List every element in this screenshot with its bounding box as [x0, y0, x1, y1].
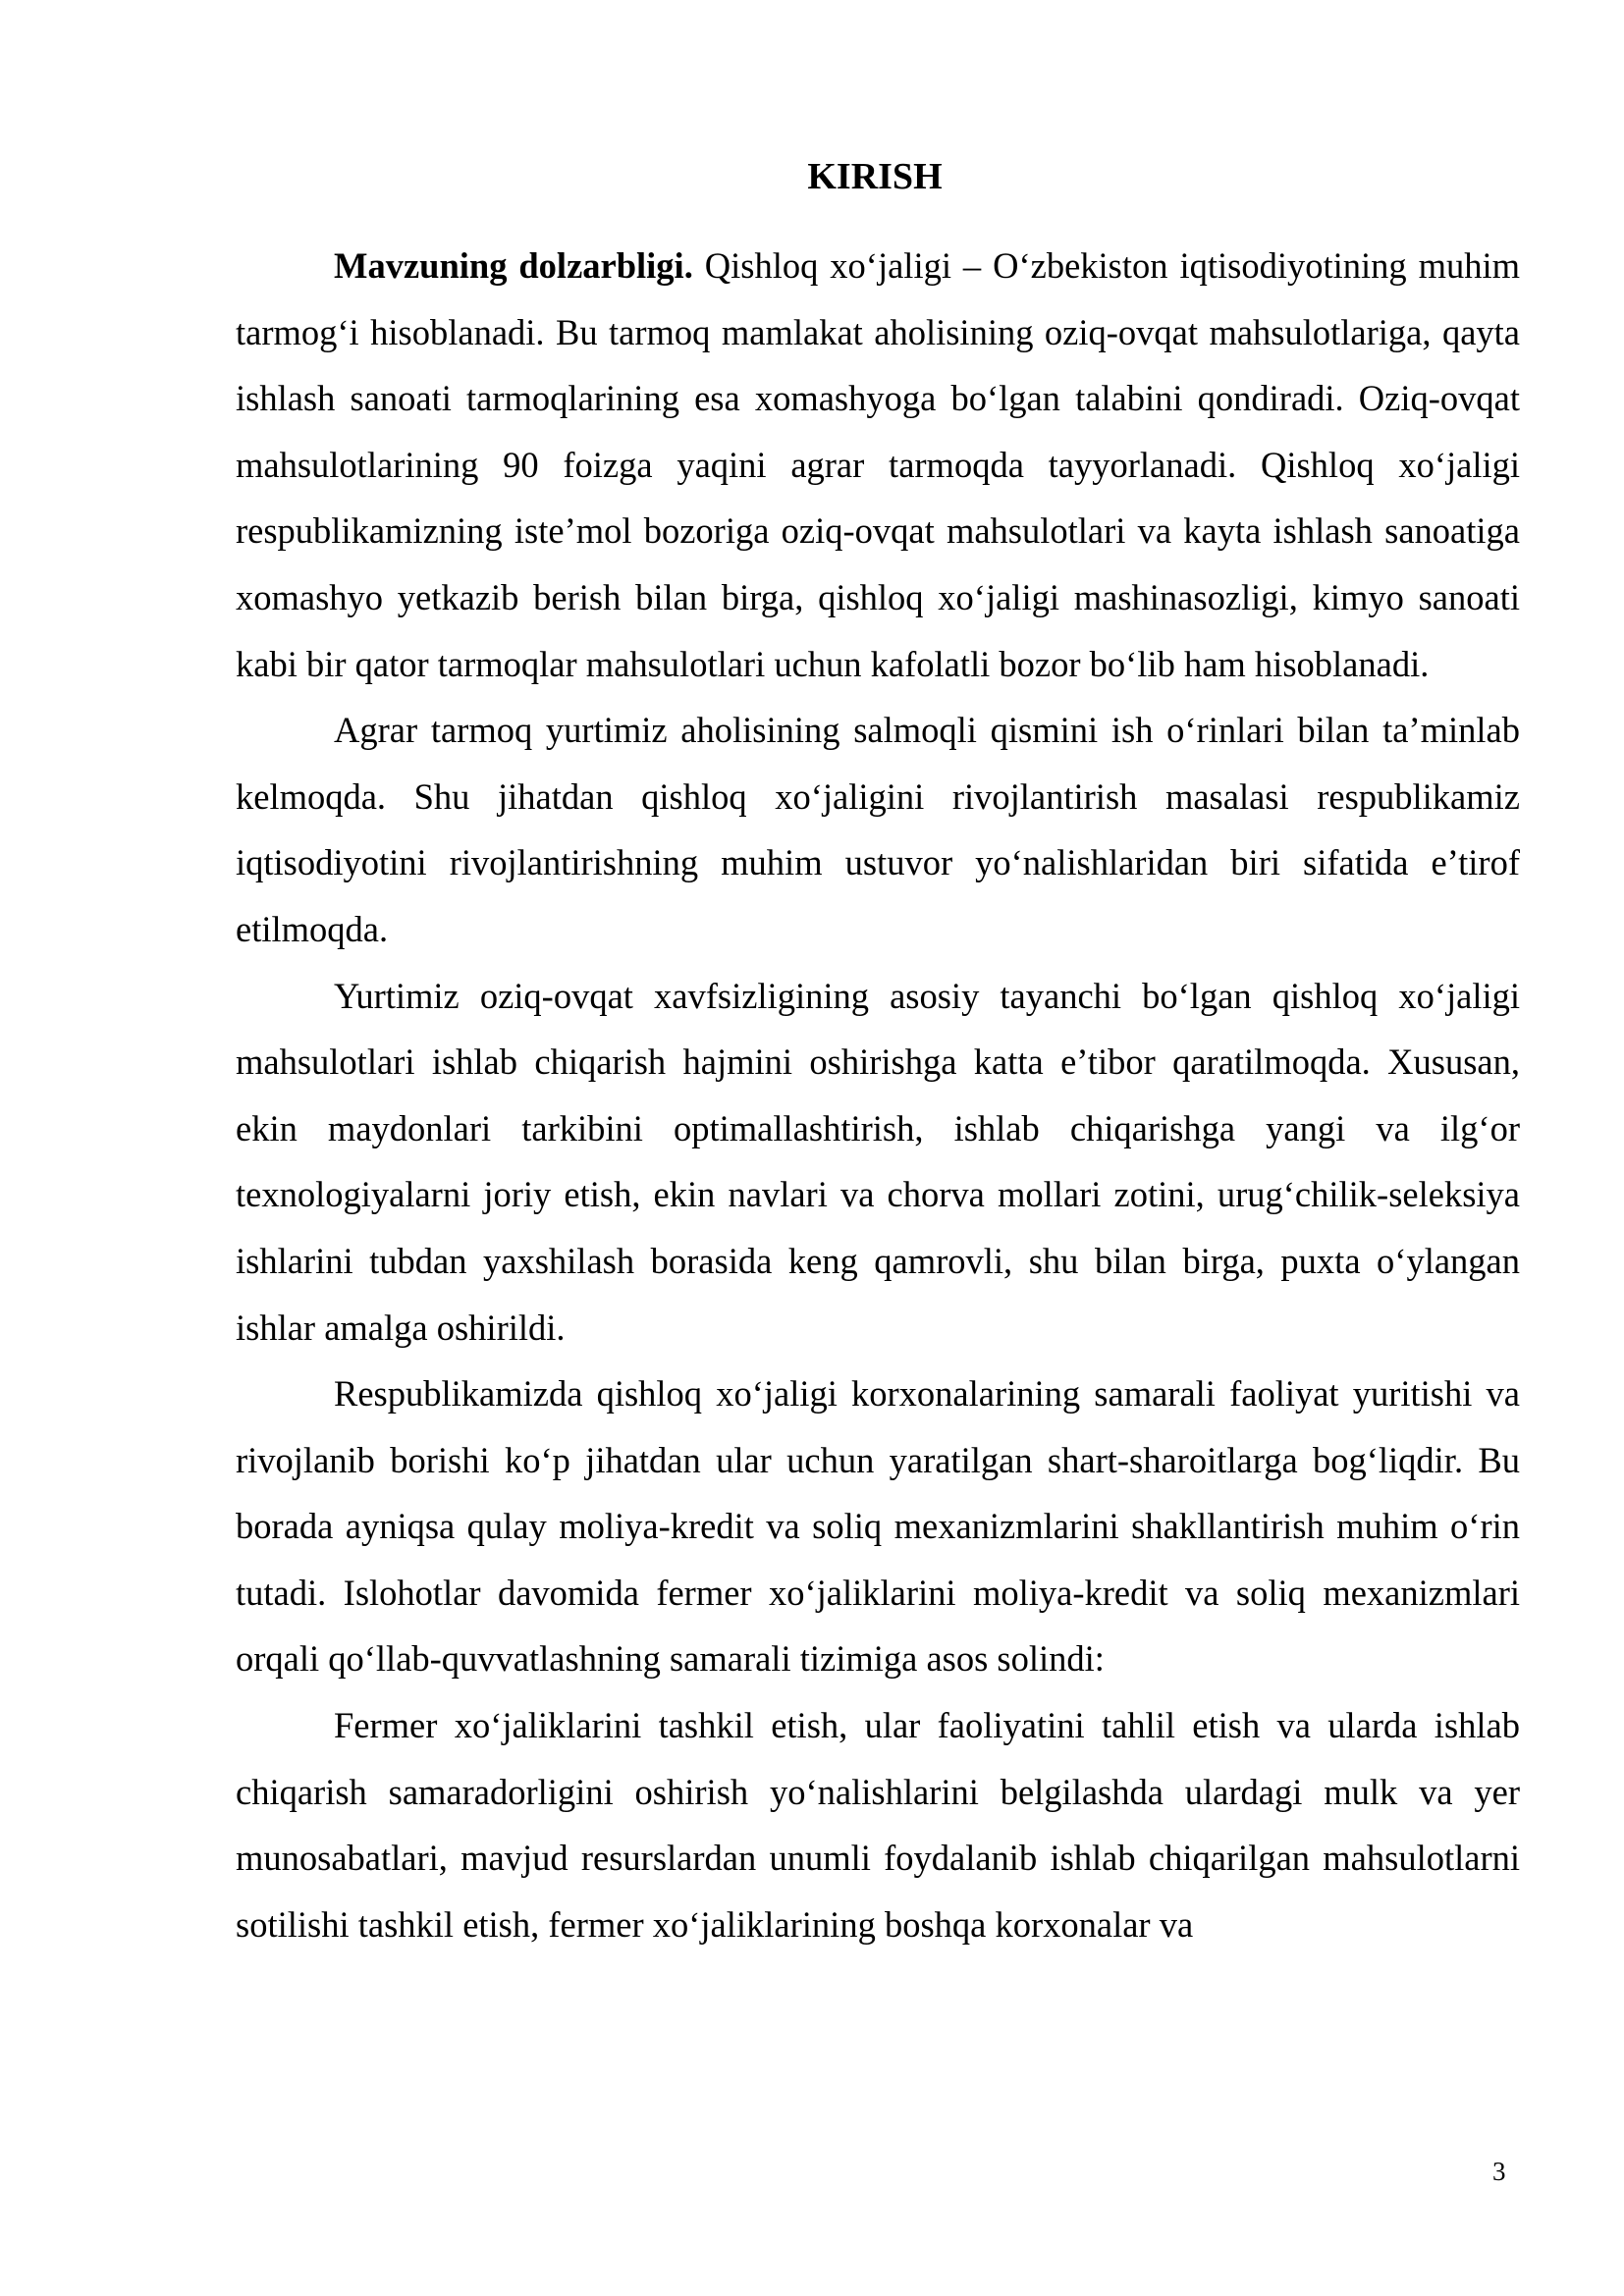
section-heading: KIRISH — [807, 156, 943, 197]
page-number: 3 — [1492, 2157, 1506, 2186]
paragraph-food-security: Yurtimiz oziq-ovqat xavfsizligining asosiy tayanchi bo‘lgan qishloq xo‘jaligi mahsulotlari ishlab chiqarish hajmini oshirishga katta e’tibor qaratilmoqda. Xususan, ekin maydonlari tarkibini optimallashtirish, ishlab chiqarishga yangi va ilg‘or texnologiyalarni joriy etish, ekin navlari va chorva mollari zotini, urug‘chilik-seleksiya ishlarini tubdan yaxshilash borasida keng qamrovli, shu bilan birga, puxta o‘ylangan ishlar amalga oshirildi. — [236, 975, 1520, 1348]
paragraph-employment: Agrar tarmoq yurtimiz aholisining salmoqli qismini ish o‘rinlari bilan ta’minlab kelmoqda. Shu jihatdan qishloq xo‘jaligini rivojlantirish masalasi respublikamiz iqtisodiyotini rivojlantirishning muhim ustuvor yo‘nalishlaridan biri sifatida e’tirof etilmoqda. — [236, 710, 1520, 949]
paragraph-farmers: Fermer xo‘jaliklarini tashkil etish, ular faoliyatini tahlil etish va ularda ishlab chiqarish samaradorligini oshirish yo‘nalishlarini belgilashda ulardagi mulk va yer munosabatlari, mavjud resurslardan unumli foydalanib ishlab chiqarilgan mahsulotlarni sotilishi tashkil etish, fermer xo‘jaliklarining boshqa korxonalar va — [236, 1705, 1520, 1945]
paragraph-enterprises: Respublikamizda qishloq xo‘jaligi korxonalarining samarali faoliyat yuritishi va rivojlanib borishi ko‘p jihatdan ular uchun yaratilgan shart-sharoitlarga bog‘liqdir. Bu borada ayniqsa qulay moliya-kredit va soliq mexanizmlarini shakllantirish muhim o‘rin tutadi. Islohotlar davomida fermer xo‘jaliklarini moliya-kredit va soliq mexanizmlari orqali qo‘llab-quvvatlashning samarali tizimiga asos solindi: — [236, 1373, 1520, 1680]
body-text — [236, 233, 1520, 1957]
paragraph-relevance — [236, 233, 1520, 697]
paragraph-text: Qishloq xo‘jaligi – O‘zbekiston iqtisodiyotining muhim tarmog‘i hisoblanadi. Bu tarmoq mamlakat aholisining oziq-ovqat mahsulotlariga, qayta ishlash sanoati tarmoqlarining esa xomashyoga bo‘lgan talabini qondiradi. Oziq-ovqat mahsulotlarining 90 foizga yaqini agrar tarmoqda tayyorlanadi. Qishloq xo‘jaligi respublikamizning iste’mol bozoriga oziq-ovqat mahsulotlari va kayta ishlash sanoatiga xomashyo yetkazib berish bilan birga, qishloq xo‘jaligi mashinasozligi, kimyo sanoati kabi bir qator tarmoqlar mahsulotlari uchun kafolatli bozor bo‘lib ham hisoblanadi. — [236, 245, 1520, 684]
paragraph-lead: Mavzuning dolzarbligi. — [334, 245, 693, 286]
